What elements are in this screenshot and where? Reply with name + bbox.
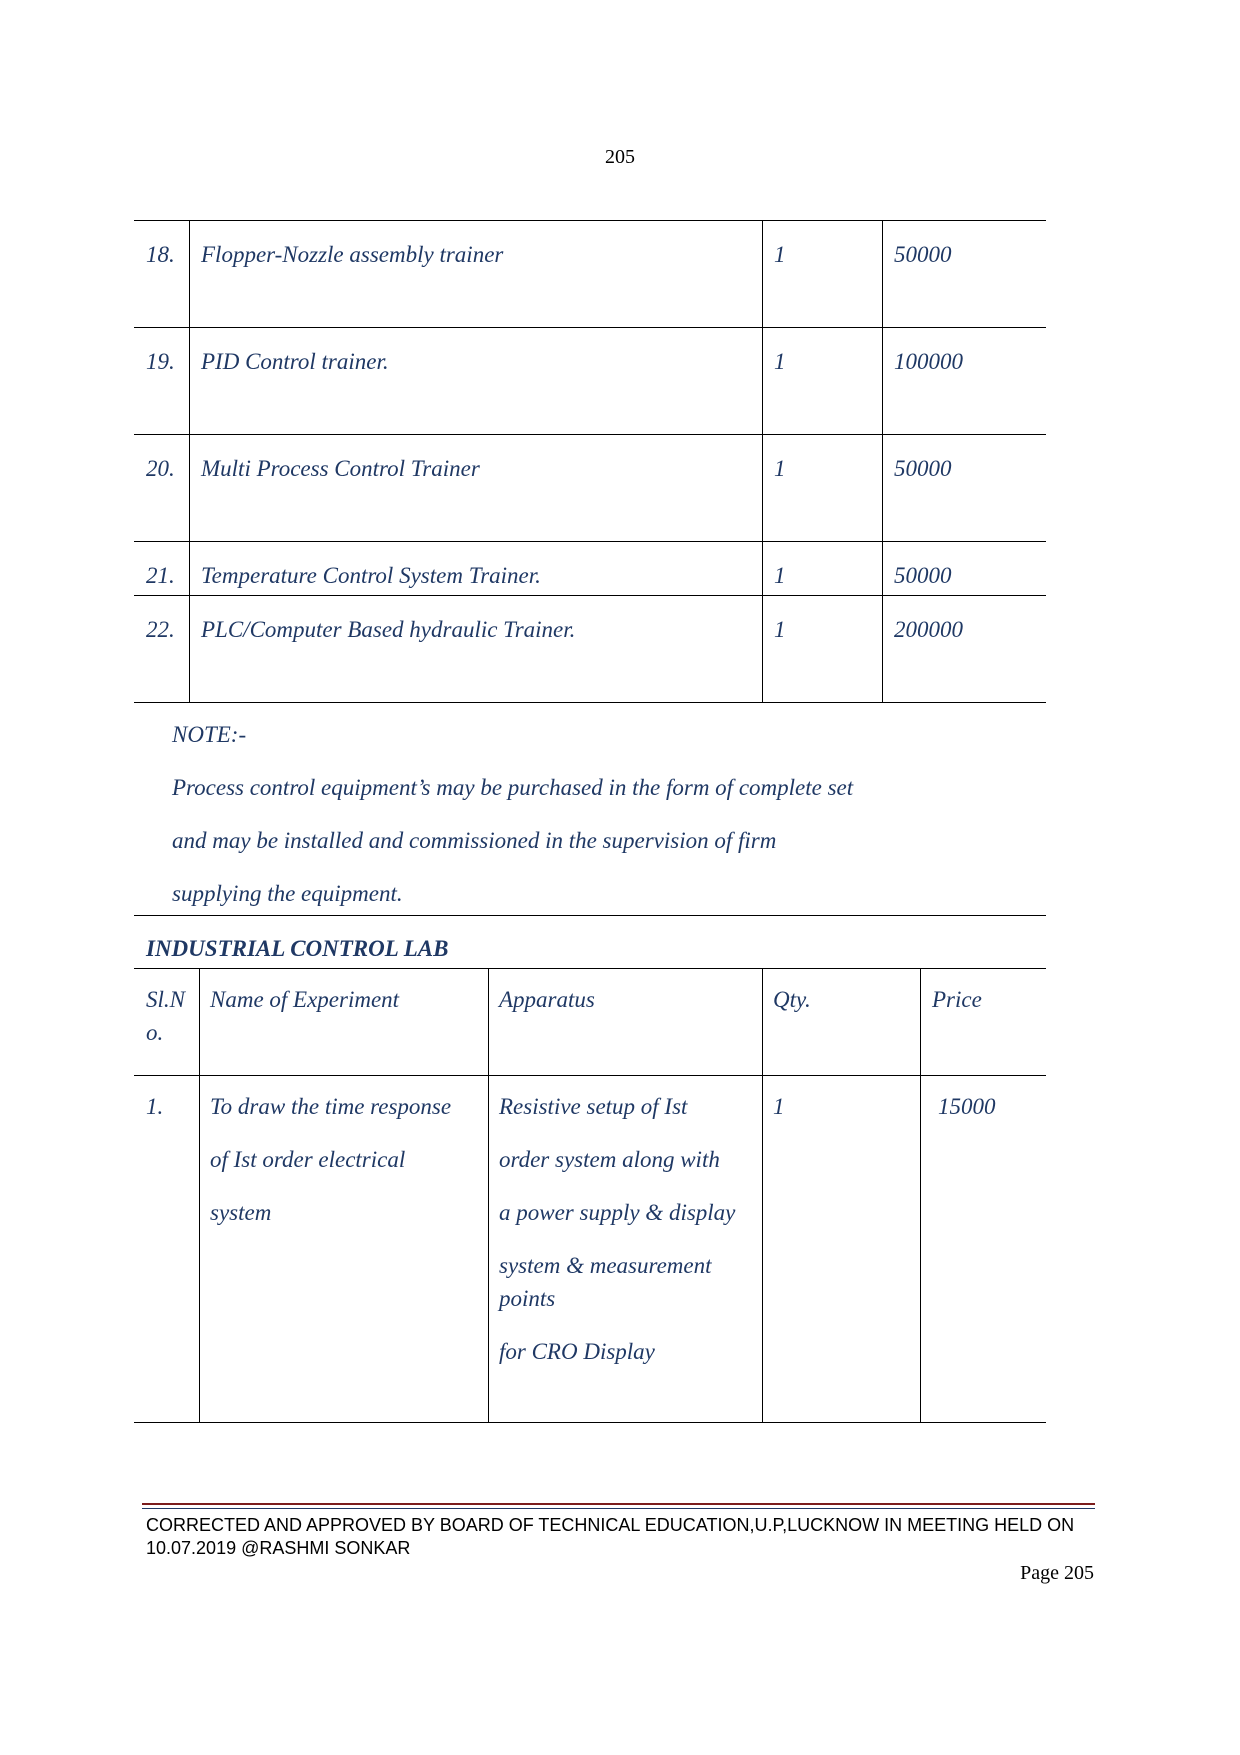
apparatus-line: system & measurement — [499, 1253, 712, 1278]
equipment-price: 50000 — [894, 456, 952, 481]
header-qty: Qty. — [773, 987, 811, 1012]
experiment-line: system — [210, 1200, 272, 1225]
apparatus-line: points — [499, 1286, 556, 1311]
equipment-name: PLC/Computer Based hydraulic Trainer. — [201, 617, 576, 642]
table-rule — [134, 541, 1046, 542]
header-experiment: Name of Experiment — [210, 987, 400, 1012]
column-rule — [882, 220, 883, 702]
equipment-price: 50000 — [894, 242, 952, 267]
section-title: INDUSTRIAL CONTROL LAB — [146, 936, 449, 961]
equipment-price: 100000 — [894, 349, 963, 374]
row-number: 21. — [146, 563, 175, 588]
apparatus-line: order system along with — [499, 1147, 720, 1172]
table-rule — [134, 1075, 1046, 1076]
equipment-price: 50000 — [894, 563, 952, 588]
note-heading: NOTE:- — [172, 722, 247, 747]
column-rule — [762, 968, 763, 1422]
row-number: 1. — [146, 1094, 164, 1119]
footer-rule — [142, 1503, 1095, 1505]
apparatus-line: Resistive setup of Ist — [499, 1094, 688, 1119]
column-rule — [920, 968, 921, 1422]
table-rule — [134, 968, 1046, 969]
experiment-price: 15000 — [938, 1094, 996, 1119]
equipment-qty: 1 — [774, 242, 786, 267]
note-line: Process control equipment’s may be purchased in the form of complete set — [172, 775, 854, 800]
section-rule — [134, 915, 1046, 916]
page-number-top: 205 — [605, 146, 635, 168]
row-number: 22. — [146, 617, 175, 642]
table-rule — [134, 220, 1046, 221]
equipment-qty: 1 — [774, 617, 786, 642]
equipment-name: Multi Process Control Trainer — [201, 456, 480, 481]
experiment-line: of Ist order electrical — [210, 1147, 406, 1172]
equipment-name: Flopper-Nozzle assembly trainer — [201, 242, 504, 267]
row-number: 20. — [146, 456, 175, 481]
experiment-qty: 1 — [773, 1094, 785, 1119]
header-price: Price — [932, 987, 982, 1012]
header-sl-no-cont: o. — [146, 1020, 164, 1045]
equipment-qty: 1 — [774, 349, 786, 374]
column-rule — [762, 220, 763, 702]
apparatus-line: a power supply & display — [499, 1200, 736, 1225]
equipment-name: PID Control trainer. — [201, 349, 389, 374]
note-line: supplying the equipment. — [172, 881, 403, 906]
column-rule — [199, 968, 200, 1422]
footer-text: CORRECTED AND APPROVED BY BOARD OF TECHNICAL EDUCATION,U.P,LUCKNOW IN MEETING HELD ON 10.07.2019 @RASHMI SONKAR — [146, 1515, 1075, 1558]
apparatus-line: for CRO Display — [499, 1339, 655, 1364]
column-rule — [488, 968, 489, 1422]
footer-rule — [142, 1508, 1095, 1509]
equipment-name: Temperature Control System Trainer. — [201, 563, 541, 588]
table-rule — [134, 1422, 1046, 1423]
header-sl-no: Sl.N — [146, 987, 185, 1012]
row-number: 19. — [146, 349, 175, 374]
table-rule — [134, 434, 1046, 435]
column-rule — [189, 220, 190, 702]
row-number: 18. — [146, 242, 175, 267]
equipment-qty: 1 — [774, 563, 786, 588]
experiment-line: To draw the time response — [210, 1094, 452, 1119]
table-rule — [134, 702, 1046, 703]
note-line: and may be installed and commissioned in the supervision of firm — [172, 828, 777, 853]
table-rule — [134, 595, 1046, 596]
footer-page-number: Page 205 — [1020, 1562, 1094, 1584]
header-apparatus: Apparatus — [499, 987, 595, 1012]
equipment-qty: 1 — [774, 456, 786, 481]
table-rule — [134, 327, 1046, 328]
equipment-price: 200000 — [894, 617, 963, 642]
